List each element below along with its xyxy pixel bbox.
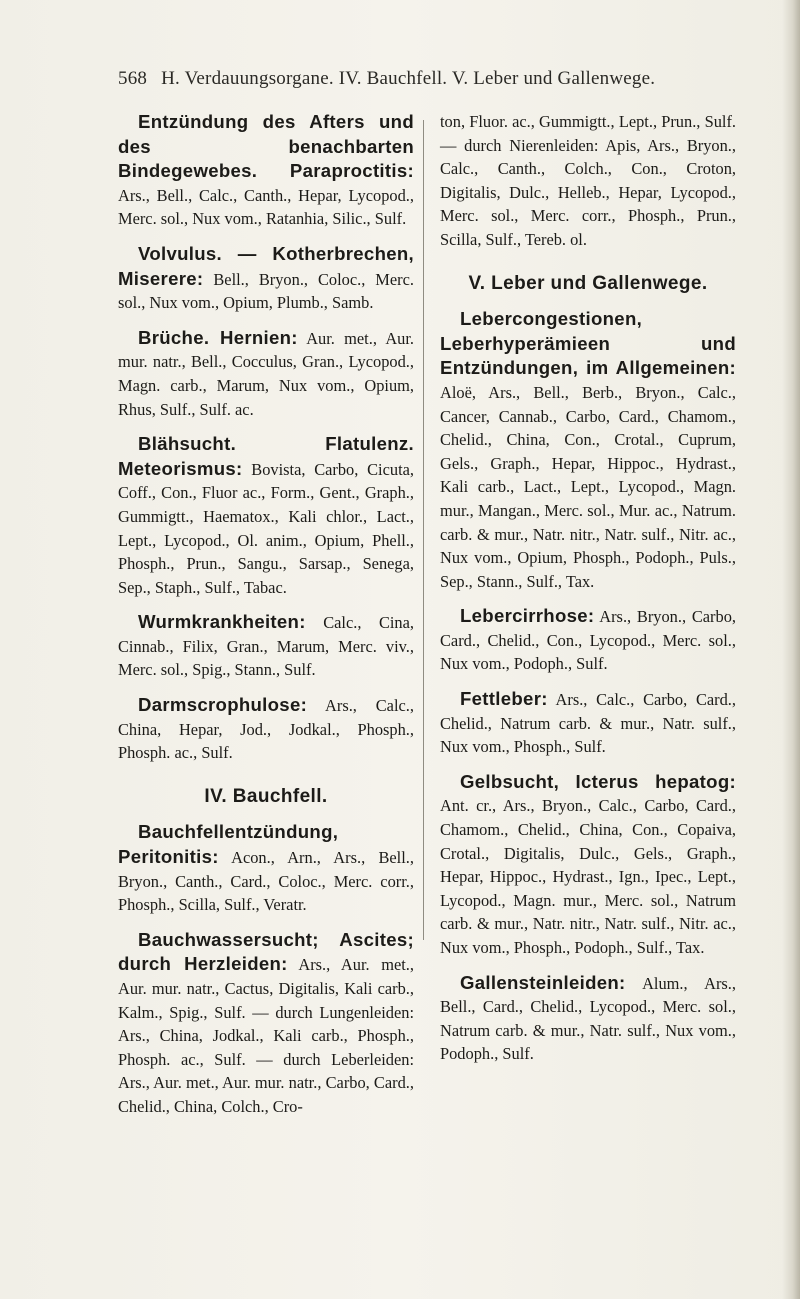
entry-remedies: Aloë, Ars., Bell., Berb., Bryon., Calc., Cancer, Cannab., Carbo, Card., Chamom., Chelid., China, Con., Crotal., Cuprum, Gels., Graph., Hepar, Hippoc., Hydrast., Kali carb., Lact., Lept., Lycopod., Magn. mur., Mangan., Merc. sol., Mur. ac., Natrum. carb. & mur., Natr. nitr., Natr. sulf., Nitr. ac., Nux vom., Opium, Phosph., Podoph., Puls., Sep., Stann., Sulf., Tax. [440,382,736,591]
right-column [440,110,736,1077]
section-heading-leber: V. Leber und Gallenwege. [468,272,708,294]
entry-ascites [118,928,414,1119]
entry-keyword: Wurmkrankheiten: [138,611,306,633]
running-head [118,68,738,90]
left-column [118,110,414,1130]
entry-keyword: Entzündung des Afters und des benachbarten Bindegewebes. Paraproctitis: [118,111,414,182]
entry-remedies: Ars., Calc., China, Hepar, Jod., Jodkal., Phosph., Phosph. ac., Sulf. [118,696,414,763]
entry-gallensteinleiden [440,971,736,1066]
entry-keyword: Blähsucht. Flatulenz. Meteorismus: [118,433,414,479]
entry-remedies: Ars., Bryon., Carbo, Card., Chelid., Con., Lycopod., Merc. sol., Nux vom., Podoph., Sulf. [440,607,736,674]
entry-remedies: Ant. cr., Ars., Bryon., Calc., Carbo, Card., Chamom., Chelid., China, Con., Copaiva, Crotal., Digitalis, Dulc., Gels., Graph., Hepar, Hippoc., Hydrast., Ign., Ipec., Lept., Lycopod., Magn. mur., Merc. sol., Natrum carb. & mur., Natr. nitr., Natr. sulf., Nitr. ac., Nux vom., Phosph., Podoph., Sulf., Tax. [440,796,736,957]
entry-peritonitis [118,820,414,916]
entry-paraproctitis [118,110,414,231]
running-head-text: H. Verdauungsorgane. IV. Bauchfell. V. Leber und Gallenwege. [161,68,656,89]
entry-hernien [118,326,414,421]
entry-fettleber [440,687,736,759]
entry-remedies: Bell., Bryon., Coloc., Merc. sol., Nux vom., Opium, Plumb., Samb. [118,269,414,313]
entry-keyword: Brüche. Hernien: [138,326,298,348]
entry-keyword: Darmscrophulose: [138,694,308,716]
entry-remedies: Calc., Cina, Cinnab., Filix, Gran., Marum, Merc. viv., Merc. sol., Spig., Stann., Sulf. [118,613,414,680]
entry-gelbsucht [440,770,736,960]
entry-meteorismus [118,432,414,599]
entry-lebercirrhose [440,604,736,676]
entry-remedies: Ars., Bell., Calc., Canth., Hepar, Lycopod., Merc. sol., Nux vom., Ratanhia, Silic., Sulf. [118,185,414,229]
entry-remedies: Ars., Calc., Carbo, Card., Chelid., Natrum carb. & mur., Natr. sulf., Nux vom., Phosph., Sulf. [440,690,736,757]
section-heading-bauchfell: IV. Bauchfell. [204,785,328,807]
entry-keyword: Bauchfellentzündung, Peritonitis: [118,821,339,868]
entry-keyword: Volvulus. — Kotherbrechen, Miserere: [118,242,414,289]
entry-remedies: Ars., Aur. met., Aur. mur. natr., Cactus, Digitalis, Kali carb., Kalm., Spig., Sulf. — durch Lungenleiden: Ars., China, Jodkal., Kali carb., Phosph., Phosph. ac., Sulf. — durch Leberleiden: Ars., Aur. met., Aur. mur. natr., Carbo, Card., Chelid., China, Colch., Cro- [118,955,414,1116]
entry-keyword: Gallensteinleiden: [460,971,626,993]
entry-keyword: Bauchwassersucht; Ascites; durch Herzleiden: [118,928,414,975]
entry-lebercongestionen [440,307,736,593]
entry-ascites-continuation: ton, Fluor. ac., Gummigtt., Lept., Prun., Sulf. — durch Nierenleiden: Apis, Ars., Bryon., Calc., Canth., Colch., Con., Croton, Digitalis, Dulc., Helleb., Hepar, Lycopod., Merc. sol., Merc. corr., Phosph., Prun., Scilla, Sulf., Tereb. ol. [440,112,736,249]
entry-remedies: Bovista, Carbo, Cicuta, Coff., Con., Fluor ac., Form., Gent., Graph., Gummigtt., Haematox., Kali chlor., Lact., Lept., Lycopod., Ol. anim., Opium, Phell., Phosph., Prun., Sangu., Sarsap., Senega, Sep., Staph., Sulf., Tabac. [118,459,414,597]
column-divider [423,120,424,940]
entry-remedies: Acon., Arn., Ars., Bell., Bryon., Canth., Card., Coloc., Merc. corr., Phosph., Scilla, Sulf., Veratr. [118,848,414,915]
page-number: 568 [118,68,148,89]
entry-wurmkrankheiten [118,610,414,682]
page-edge-shadow [782,0,800,1299]
entry-keyword: Fettleber: [460,688,548,710]
entry-volvulus [118,242,414,315]
entry-remedies: Alum., Ars., Bell., Card., Chelid., Lycopod., Merc. sol., Natrum carb. & mur., Natr. sulf., Nux vom., Podoph., Sulf. [440,973,736,1064]
entry-keyword: Gelbsucht, Icterus hepatog: [460,770,736,792]
entry-darmscrophulose [118,693,414,765]
entry-remedies: Aur. met., Aur. mur. natr., Bell., Cocculus, Gran., Lycopod., Magn. carb., Marum, Nux vom., Opium, Rhus, Sulf., Sulf. ac. [118,328,414,419]
entry-keyword: Lebercongestionen, Leberhyperämieen und Entzündungen, im Allgemeinen: [440,308,736,379]
entry-keyword: Lebercirrhose: [460,605,595,627]
